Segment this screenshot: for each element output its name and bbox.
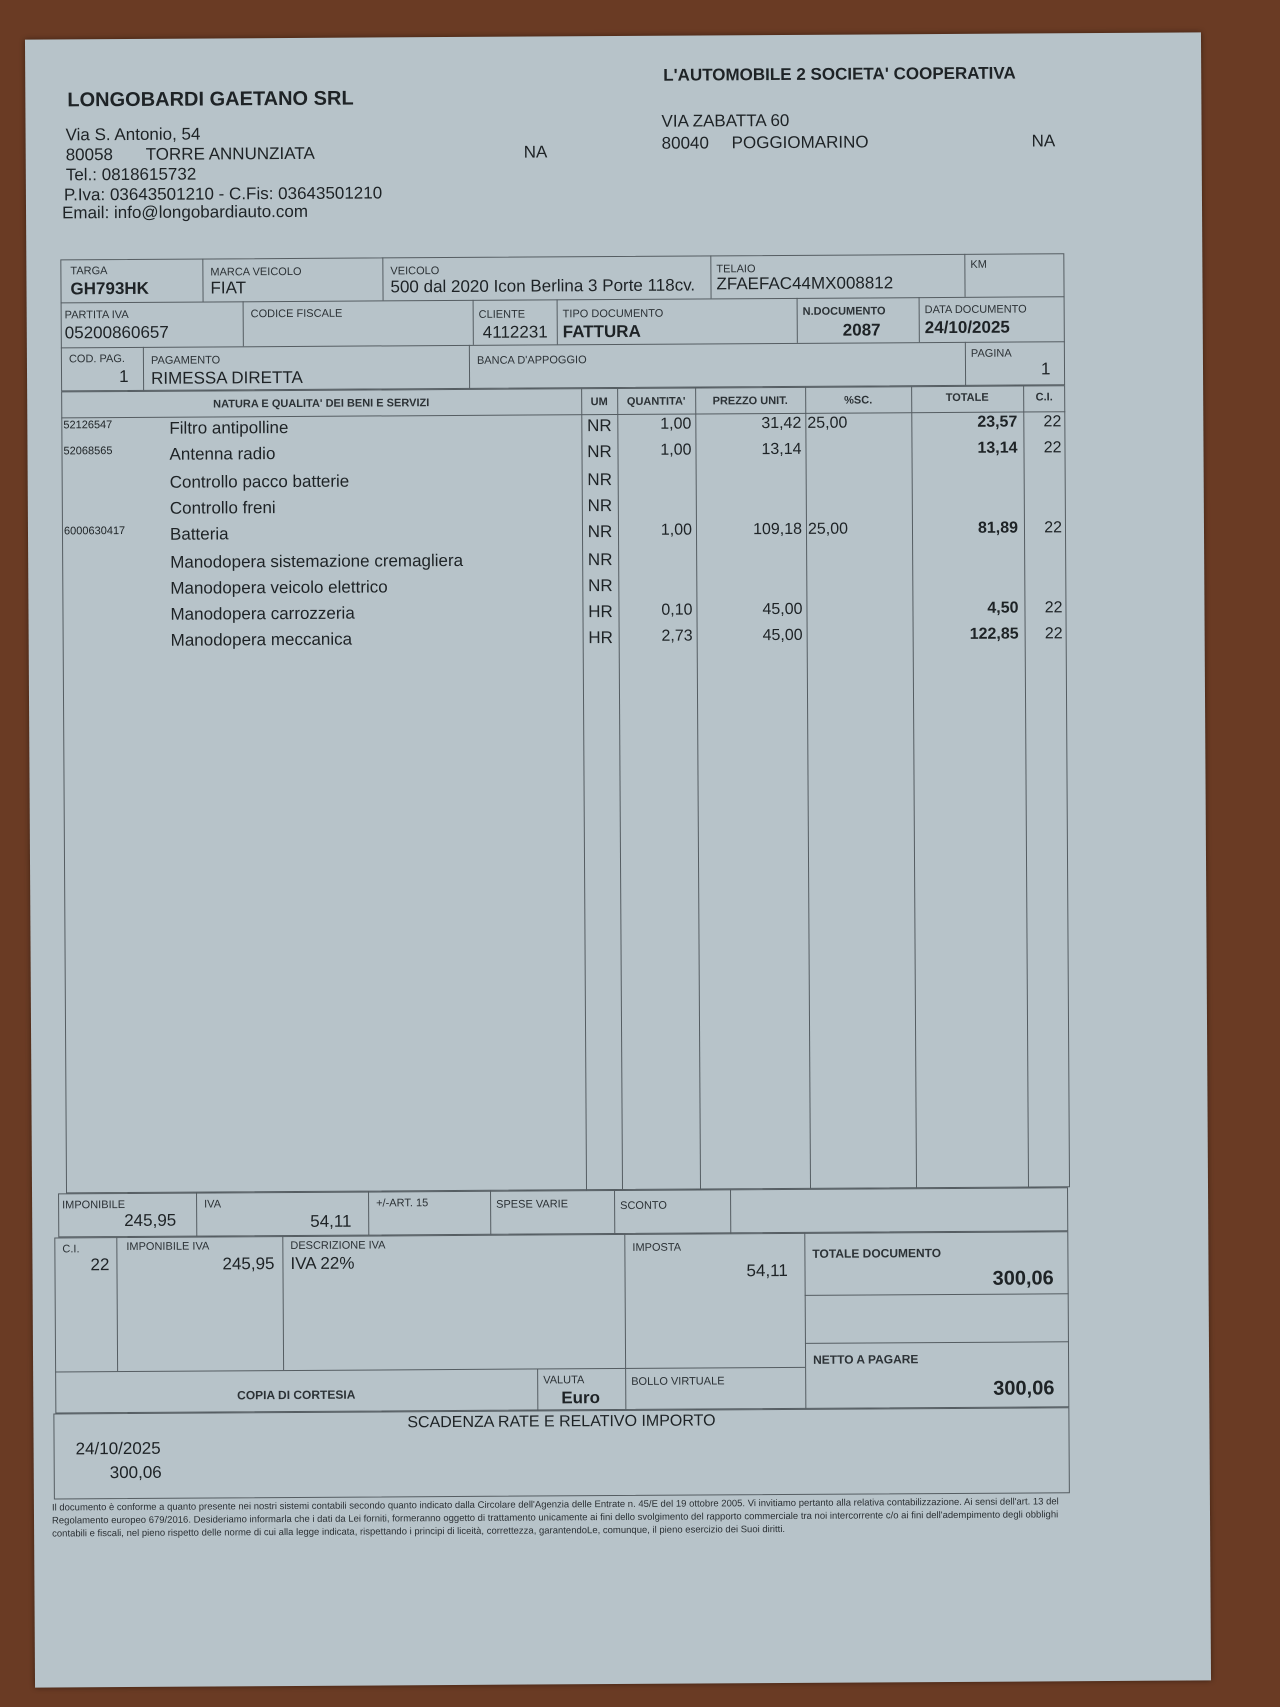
cell-desc: Antenna radio [169,444,276,464]
ci-value: 22 [90,1255,110,1275]
col-header-disc: %SC. [844,394,873,407]
cell-desc: Manodopera sistemazione cremagliera [170,550,464,572]
desciva-value: IVA 22% [290,1253,355,1274]
cell-total: 13,14 [977,439,1018,457]
targa-value: GH793HK [70,278,149,299]
iva-value: 54,11 [310,1211,352,1231]
cell-desc: Controllo pacco batterie [169,471,350,492]
cell-ci: 22 [1043,413,1062,431]
col-header-total: TOTALE [945,391,989,404]
cell-um: NR [587,550,613,570]
cell-code: 6000630417 [63,525,126,538]
scadenza-title: SCADENZA RATE E RELATIVO IMPORTO [407,1412,716,1432]
invoice-paper [25,32,1211,1687]
cell-um: NR [587,470,613,490]
netto-label: NETTO A PAGARE [813,1352,919,1367]
col-header-um: UM [590,396,608,409]
pagina-value: 1 [1040,359,1051,379]
customer-name: L'AUTOMOBILE 2 SOCIETA' COOPERATIVA [663,63,1016,85]
supplier-vat: P.Iva: 03643501210 - C.Fis: 03643501210 [63,183,383,205]
veicolo-value: 500 dal 2020 Icon Berlina 3 Porte 118cv. [390,275,696,297]
art15-label: +/-ART. 15 [376,1197,429,1210]
cell-price: 45,00 [762,626,803,645]
cell-ci: 22 [1044,599,1063,617]
bollo-label: BOLLO VIRTUALE [631,1375,725,1388]
cell-desc: Manodopera veicolo elettrico [170,577,388,598]
customer-cap: 80040 [661,133,709,153]
scadenza-amount: 300,06 [109,1462,162,1483]
footer-note: Il documento è conforme a quanto presente nei nostri sistemi contabili secondo quanto indicato dalla Circolare dell'Agenzia delle Entrate n. 45/E del 19 ottobre 2005. Vi invitiamo pertanto alla relativa contabilizzazione. Ai sensi dell'art. 13 del Regolamento europeo 679/2016. Desideriamo informarla che i dati da Lei forniti, formeranno oggetto di trattamento unicamente ai fini dello svolgimento del rapporto commerciale tra noi intercorrente c/o ai fini dell'adempimento degli obblighi contabili e fiscali, nel pieno rispetto delle norme di cui alla legge indicata, rispettando i principi di liceità, correttezza, garantendoLe, comunque, il pieno esercizio dei Suoi diritti. [51,1496,1059,1540]
imponibile-label: IMPONIBILE [62,1199,126,1212]
customer-city: POGGIOMARINO [731,132,869,153]
marca-value: FIAT [210,278,247,298]
piva-label: PARTITA IVA [64,308,129,322]
cell-um: NR [587,576,613,596]
imponibile-value: 245,95 [124,1210,177,1231]
ci-label: C.I. [62,1243,80,1256]
imposta-label: IMPOSTA [632,1241,682,1254]
telaio-label: TELAIO [716,263,756,276]
totdoc-value: 300,06 [992,1267,1054,1290]
cell-ci: 22 [1043,439,1062,457]
piva-value: 05200860657 [64,322,169,343]
cell-desc: Batteria [169,524,229,544]
totals-strip [58,1187,1068,1237]
cliente-value: 4112231 [482,322,548,342]
tipo-label: TIPO DOCUMENTO [562,307,664,321]
valuta-label: VALUTA [543,1374,585,1387]
cell-qty: 1,00 [660,415,692,433]
cf-label: CODICE FISCALE [250,307,343,321]
desciva-label: DESCRIZIONE IVA [290,1239,386,1253]
supplier-cap: 80058 [65,145,114,165]
scadenza-date: 24/10/2025 [75,1438,161,1459]
impiva-value: 245,95 [222,1254,275,1274]
veicolo-label: VEICOLO [390,265,440,278]
codpag-label: COD. PAG. [68,353,125,366]
cell-um: HR [588,628,613,648]
cell-um: NR [587,522,613,542]
codpag-value: 1 [118,366,129,387]
cell-qty: 1,00 [660,441,692,459]
copia-label: COPIA DI CORTESIA [237,1387,356,1403]
cell-desc: Controllo freni [169,498,276,518]
impiva-label: IMPONIBILE IVA [126,1240,210,1254]
imposta-value: 54,11 [746,1260,788,1281]
cell-disc: 25,00 [807,414,848,432]
cell-um: HR [588,602,613,622]
telaio-value: ZFAEFAC44MX008812 [716,273,894,294]
cell-price: 13,14 [761,440,802,459]
totdoc-label: TOTALE DOCUMENTO [812,1246,942,1261]
pagamento-label: PAGAMENTO [150,354,221,367]
cell-desc: Manodopera carrozzeria [170,603,355,624]
cell-um: NR [587,496,613,516]
cell-code: 52126547 [63,419,113,432]
cell-price: 109,18 [752,520,803,539]
cell-qty: 1,00 [660,521,693,539]
data-value: 24/10/2025 [924,317,1010,338]
supplier-address: Via S. Antonio, 54 [65,124,201,145]
iva-label: IVA [204,1198,222,1211]
col-header-qty: QUANTITA' [626,395,686,408]
cell-ci: 22 [1044,519,1063,537]
cell-ci: 22 [1044,625,1063,643]
customer-address: VIA ZABATTA 60 [661,110,790,131]
cell-desc: Manodopera meccanica [170,629,353,650]
supplier-city: TORRE ANNUNZIATA [145,143,315,164]
col-header-desc: NATURA E QUALITA' DEI BENI E SERVIZI [213,397,430,411]
col-header-ci: C.I. [1035,391,1053,404]
pagamento-value: RIMESSA DIRETTA [150,367,303,388]
targa-label: TARGA [70,265,108,278]
banca-label: BANCA D'APPOGGIO [476,354,587,367]
cell-total: 122,85 [969,625,1019,643]
cell-price: 45,00 [762,600,803,619]
data-label: DATA DOCUMENTO [924,303,1027,317]
customer-province: NA [1031,131,1056,151]
supplier-province: NA [523,142,548,162]
cell-total: 23,57 [977,413,1018,431]
num-label: N.DOCUMENTO [802,305,886,318]
cell-qty: 2,73 [661,627,693,645]
num-value: 2087 [842,320,881,340]
supplier-phone: Tel.: 0818615732 [65,164,197,185]
cell-code: 52068565 [63,445,113,458]
netto-value: 300,06 [993,1377,1055,1400]
cell-disc: 25,00 [807,520,849,538]
pagina-label: PAGINA [970,347,1012,360]
km-label: KM [970,258,987,271]
cell-total: 81,89 [977,519,1019,537]
cell-um: NR [587,442,612,462]
supplier-email: Email: info@longobardiauto.com [61,201,309,223]
cell-qty: 0,10 [661,601,693,619]
sconto-label: SCONTO [620,1199,668,1212]
col-header-price: PREZZO UNIT. [712,394,788,408]
cell-price: 31,42 [761,414,802,433]
cell-total: 4,50 [987,599,1019,617]
spese-label: SPESE VARIE [496,1198,569,1211]
valuta-value: Euro [561,1388,601,1408]
cell-desc: Filtro antipolline [169,418,289,438]
cell-um: NR [587,416,612,436]
supplier-name: LONGOBARDI GAETANO SRL [67,87,354,112]
marca-label: MARCA VEICOLO [210,265,302,279]
tipo-value: FATTURA [562,321,641,342]
cliente-label: CLIENTE [478,308,526,321]
